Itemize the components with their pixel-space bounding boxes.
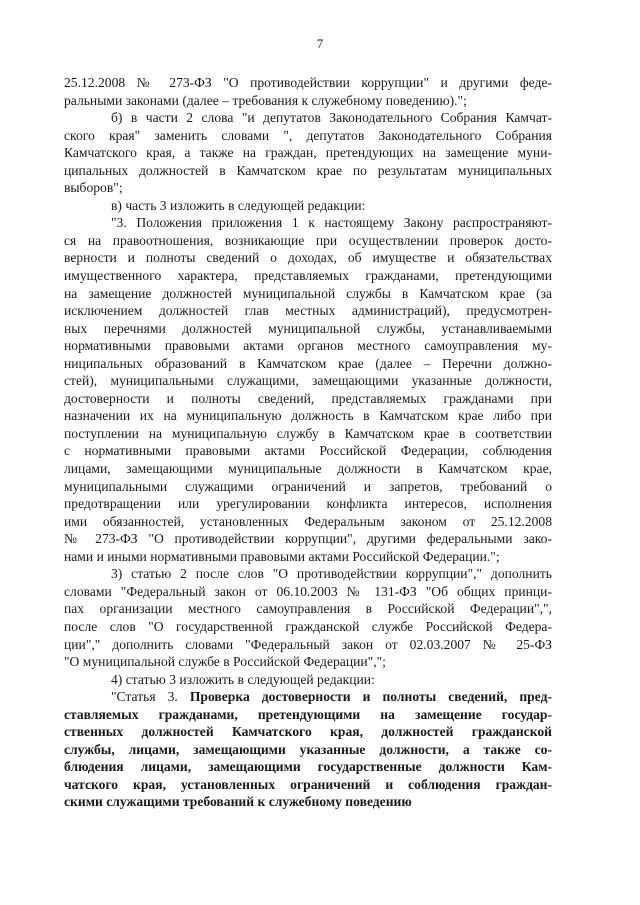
- article-heading-text: блюдения лицами, замещающими государственные должности Кам-: [64, 759, 552, 775]
- text-line: [64, 688, 552, 706]
- line-text: ими обязанностей, установленных Федеральным законом от 25.12.2008: [64, 513, 552, 529]
- text-line: [64, 179, 552, 197]
- line-text: выборов";: [64, 180, 123, 196]
- line-text: № 273-ФЗ "О противодействии коррупции", другими федеральными зако-: [64, 531, 552, 547]
- line-text: после слов "О государственной гражданской службе Российской Федера-: [64, 618, 552, 634]
- text-line: [64, 706, 552, 724]
- line-text: "О муниципальной службе в Российской Федерации",";: [64, 654, 386, 670]
- line-text: имущественного характера, представляемых гражданами, претендующими: [64, 268, 552, 284]
- text-line: [64, 671, 552, 689]
- text-line: [64, 723, 552, 741]
- line-text: в) часть 3 изложить в следующей редакции:: [111, 197, 366, 213]
- text-line: [64, 267, 552, 285]
- text-line: [64, 478, 552, 496]
- article-heading-text: службы, лицами, замещающими указанные должности, а также со-: [64, 741, 552, 757]
- article-heading-text: чатского края, установленных ограничений и соблюдения граждан-: [64, 776, 552, 792]
- text-line: [64, 249, 552, 267]
- line-text: достоверности и полноты сведений, представляемых гражданами при: [64, 390, 552, 406]
- text-line: [64, 372, 552, 390]
- line-text: назначении их на муниципальную должность в Камчатском крае либо при: [64, 408, 552, 424]
- article-heading-text: ственных должностей Камчатского края, должностей гражданской: [64, 724, 552, 740]
- line-text: ся на правоотношения, возникающие при осуществлении проверок досто-: [64, 232, 552, 248]
- text-line: [64, 548, 552, 566]
- text-line: [64, 109, 552, 127]
- text-line: [64, 653, 552, 671]
- text-line: [64, 302, 552, 320]
- article-heading-text: скими служащими требований к служебному поведению: [64, 794, 412, 810]
- line-text: словами "Федеральный закон от 06.10.2003 № 131-ФЗ "Об общих принци-: [64, 583, 552, 599]
- text-line: [64, 513, 552, 531]
- text-line: [64, 92, 552, 110]
- text-line: [64, 793, 552, 811]
- text-line: [64, 355, 552, 373]
- line-text: нормативными правовыми актами органов местного самоуправления му-: [64, 338, 552, 354]
- text-line: [64, 232, 552, 250]
- text-line: [64, 337, 552, 355]
- line-text: верности и полноты сведений о доходах, об имуществе и обязательствах: [64, 250, 552, 266]
- line-text: ципальных должностей в Камчатском крае по результатам муниципальных: [64, 162, 552, 178]
- line-text: ных перечнями должностей муниципальной службы, устанавливаемыми: [64, 320, 552, 336]
- text-line: [64, 758, 552, 776]
- text-line: [64, 144, 552, 162]
- text-line: [64, 214, 552, 232]
- line-text: 3) статью 2 после слов "О противодействии коррупции"," дополнить: [111, 566, 552, 582]
- text-line: [64, 127, 552, 145]
- text-line: [64, 320, 552, 338]
- text-line: [64, 162, 552, 180]
- text-line: [64, 495, 552, 513]
- line-text: "3. Положения приложения 1 к настоящему Закону распространяют-: [111, 215, 552, 231]
- text-line: [64, 442, 552, 460]
- line-text: муниципальными служащими ограничений и запретов, требований о: [64, 478, 552, 494]
- text-line: [64, 583, 552, 601]
- line-text: пах организации местного самоуправления в Российской Федерации",",: [64, 601, 552, 617]
- line-text: нами и иными нормативными правовыми актами Российской Федерации.";: [64, 548, 500, 564]
- document-body: [64, 74, 552, 811]
- line-text: стей), муниципальными служащими, замещающими указанные должности,: [64, 373, 552, 389]
- line-text: 25.12.2008 № 273-ФЗ "О противодействии коррупции" и другими феде-: [64, 75, 552, 90]
- text-line: [64, 407, 552, 425]
- line-text: на замещение должностей муниципальной службы в Камчатском крае (за: [64, 285, 552, 301]
- line-text: предотвращении или урегулировании конфликта интересов, исполнения: [64, 496, 552, 512]
- line-text: ции"," дополнить словами "Федеральный закон от 02.03.2007 № 25-ФЗ: [64, 636, 552, 652]
- line-text: б) в части 2 слова "и депутатов Законодательного Собрания Камчат-: [111, 110, 552, 126]
- text-line: [64, 600, 552, 618]
- text-line: [64, 741, 552, 759]
- text-line: [64, 565, 552, 583]
- line-text: Камчатского края, а также на граждан, претендующих на замещение муни-: [64, 145, 552, 161]
- line-text: ниципальных образований в Камчатском крае (далее – Перечни должно-: [64, 355, 552, 371]
- text-line: [64, 530, 552, 548]
- text-line: [64, 197, 552, 215]
- text-line: [64, 285, 552, 303]
- article-heading-text: Проверка достоверности и полноты сведений, пред-: [189, 689, 552, 705]
- line-text: с нормативными правовыми актами Российской Федерации, соблюдения: [64, 443, 552, 459]
- line-text: 4) статью 3 изложить в следующей редакции:: [111, 671, 375, 687]
- text-line: [64, 390, 552, 408]
- text-line: [64, 776, 552, 794]
- page-number: 7: [316, 36, 324, 51]
- text-line: [64, 425, 552, 443]
- text-line: [64, 618, 552, 636]
- line-text: ральными законами (далее – требования к служебному поведению).";: [64, 92, 467, 108]
- line-text: ского края" заменить словами ", депутатов Законодательного Собрания: [64, 127, 552, 143]
- line-text: исключением должностей глав местных администраций), предусмотрен-: [64, 303, 552, 319]
- article-heading-prefix: "Статья 3.: [111, 689, 190, 705]
- text-line: [64, 74, 552, 92]
- text-line: [64, 636, 552, 654]
- article-heading-text: ставляемых гражданами, претендующими на замещение государ-: [64, 706, 552, 722]
- line-text: лицами, замещающими муниципальные должности в Камчатском крае,: [64, 461, 552, 477]
- line-text: поступлении на муниципальную службу в Камчатском крае в соответствии: [64, 425, 552, 441]
- text-line: [64, 460, 552, 478]
